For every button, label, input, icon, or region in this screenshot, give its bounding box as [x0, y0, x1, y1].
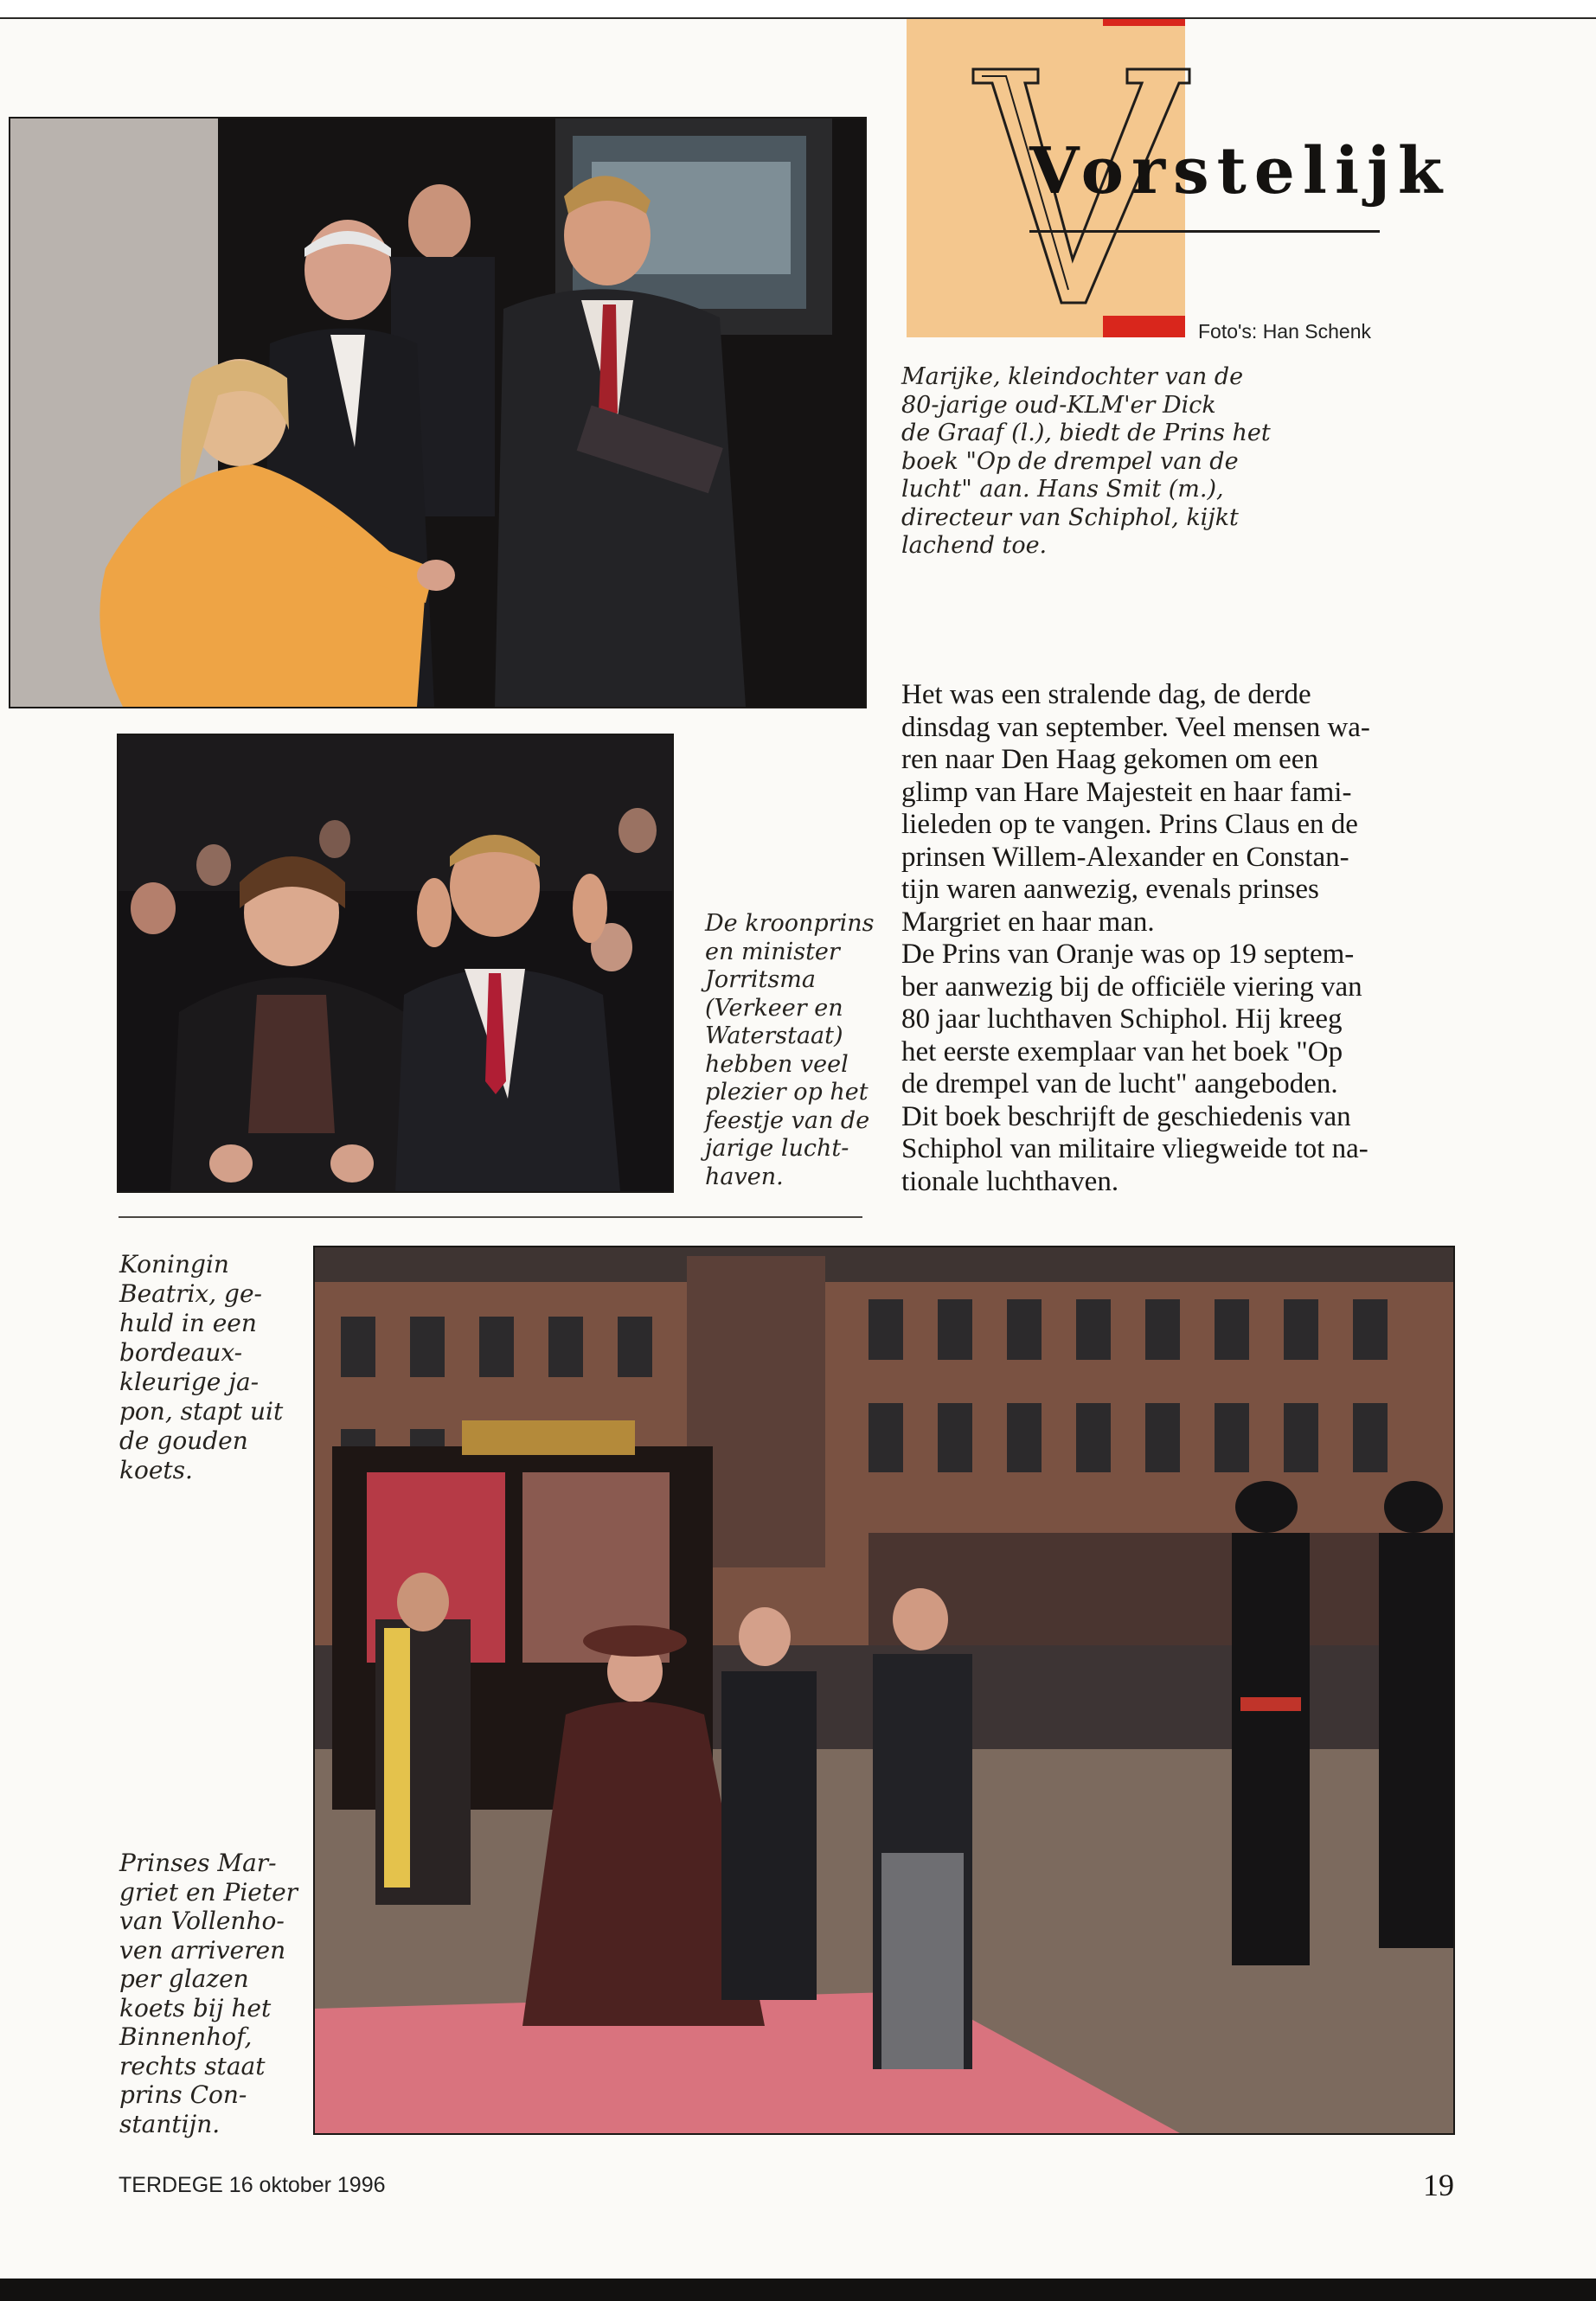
- photo-book-presentation: [9, 117, 867, 708]
- photo-binnenhof-arrival: [313, 1246, 1455, 2135]
- photo-credit: Foto's: Han Schenk: [1198, 320, 1371, 343]
- caption-photo-1: Marijke, kleindochter van de 80-jarige oud-KLM'er Dick de Graaf (l.), biedt de Prins het boek "Op de drempel van de lucht" aan. Hans Smit (m.), directeur van Schiphol, kijkt lachend toe.: [901, 363, 1271, 559]
- logo-red-bar-bottom: [1103, 316, 1185, 337]
- caption-photo-2: De kroonprins en minister Jorritsma (Verkeer en Waterstaat) hebben veel plezier op het feestje van de jarige lucht- haven.: [705, 910, 875, 1190]
- section-divider: [119, 1216, 862, 1218]
- caption-photo-3-bottom: Prinses Mar- griet en Pieter van Vollenho- ven arriveren per glazen koets bij het Binnenhof, rechts staat prins Con- stantijn.: [119, 1849, 298, 2138]
- scan-edge-bottom: [0, 2279, 1596, 2301]
- logo-red-bar-top: [1103, 19, 1185, 26]
- logo-rule: [1029, 230, 1380, 233]
- article-body: Het was een stralende dag, de derde dinsdag van september. Veel mensen wa- ren naar Den Haag gekomen om een glimp van Hare Majesteit en haar fami- lieleden op te vangen. Prins Claus en de prinsen Willem-Alexander en Constan- tijn waren aanwezig, evenals prinses Margriet en haar man. De Prins van Oranje was op 19 septem- ber aanwezig bij de officiële viering van 80 jaar luchthaven Schiphol. Hij kreeg het eerste exemplaar van het boek "Op de drempel van de lucht" aangeboden. Dit boek beschrijft de geschiedenis van Schiphol van militaire vliegweide tot na- tionale luchthaven.: [901, 679, 1370, 1197]
- section-title: Vorstelijk: [1029, 134, 1451, 208]
- photo-crown-prince-minister: [117, 734, 674, 1193]
- page-number: 19: [1423, 2168, 1454, 2202]
- scan-edge-top: [0, 0, 1596, 19]
- caption-photo-3-top: Koningin Beatrix, ge- huld in een bordeaux- kleurige ja- pon, stapt uit de gouden koets.: [119, 1250, 284, 1484]
- footer-publication: TERDEGE 16 oktober 1996: [119, 2173, 386, 2197]
